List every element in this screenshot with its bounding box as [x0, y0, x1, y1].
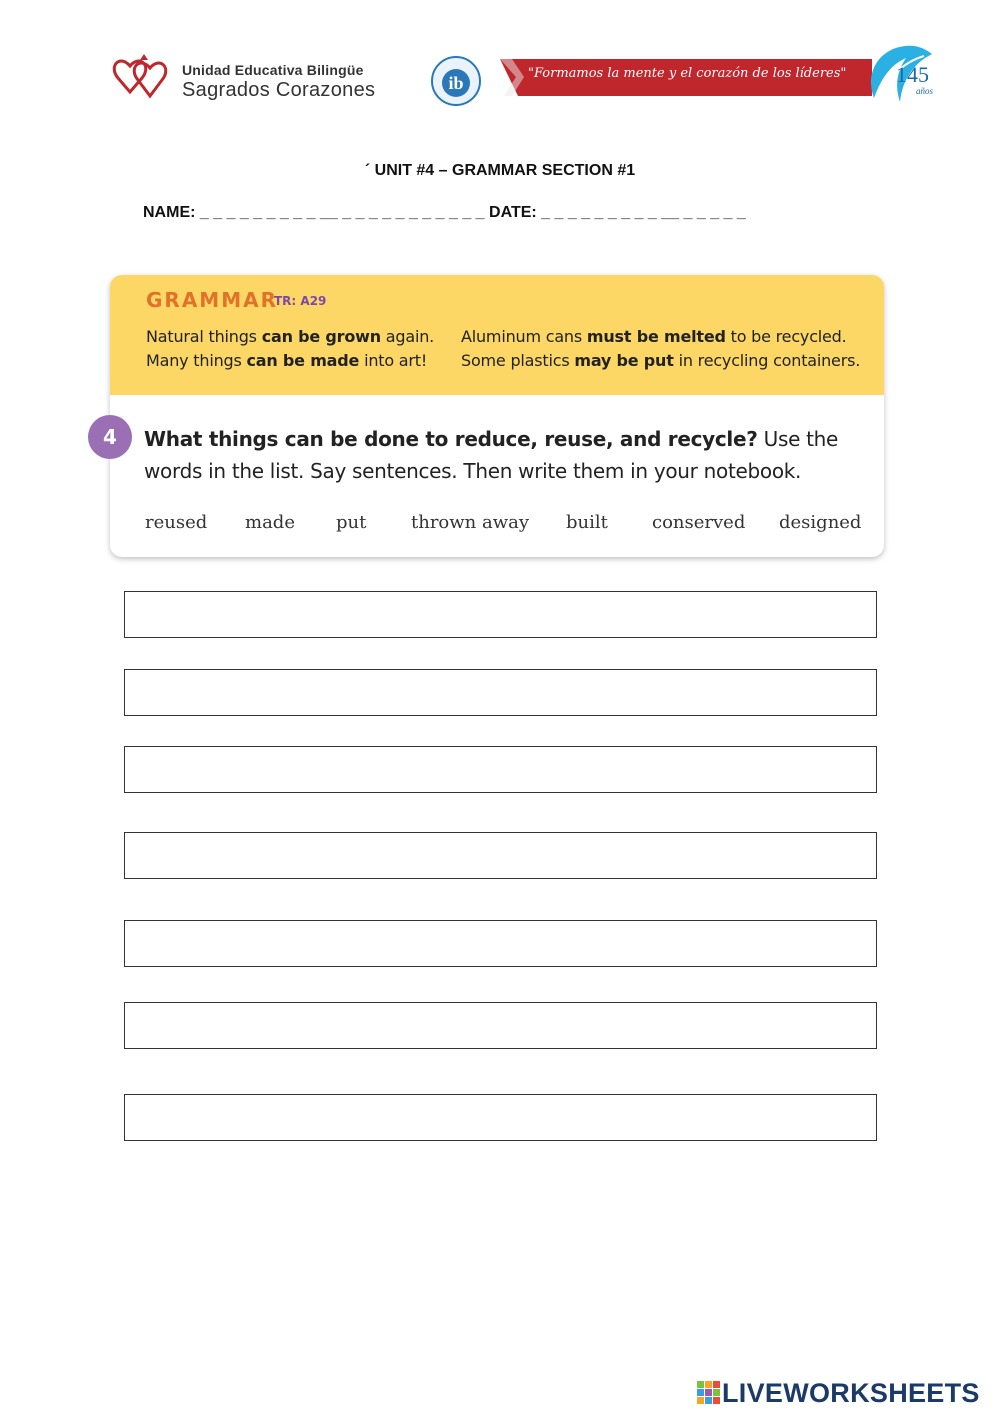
anniversary-label: años [916, 86, 934, 96]
name-field[interactable]: _ _ _ _ _ _ _ _ _ __ _ _ _ _ _ _ _ _ _ _ _ [199, 204, 485, 221]
date-field[interactable]: _ _ _ _ _ _ _ _ _ __ _ _ _ _ _ [541, 204, 746, 221]
answer-box-6[interactable] [124, 1002, 877, 1049]
example-text: Some plastics [461, 351, 575, 370]
grammar-example [146, 327, 434, 346]
answer-box-4[interactable] [124, 832, 877, 879]
example-text: Natural things [146, 327, 262, 346]
ib-world-school-logo-icon [426, 55, 486, 107]
word-list-item: put [336, 512, 367, 533]
school-hearts-logo-icon [110, 52, 172, 102]
answer-box-7[interactable] [124, 1094, 877, 1141]
anniversary-number: 145 [896, 62, 929, 87]
worksheet-title: ´ UNIT #4 – GRAMMAR SECTION #1 [364, 162, 636, 179]
header [0, 0, 1000, 120]
grammar-panel [110, 275, 884, 395]
name-date-line [143, 204, 746, 222]
example-text: Many things [146, 351, 247, 370]
slogan-text: "Formamos la mente y el corazón de los líderes" [528, 66, 847, 81]
question-prompt-bold: What things can be done to reduce, reuse, and recycle? [144, 427, 758, 451]
example-bold: must be melted [586, 327, 726, 346]
word-list-item: reused [145, 512, 208, 533]
school-name-line1: Unidad Educativa Bilingüe [182, 62, 364, 78]
grammar-example [461, 327, 847, 346]
word-list-item: thrown away [411, 512, 530, 533]
date-label: DATE: [489, 204, 537, 221]
example-text: into art! [359, 351, 428, 370]
liveworksheets-brand: LIVEWORKSHEETS [722, 1378, 980, 1408]
track-label: TR: A29 [274, 294, 327, 308]
svg-text:ib: ib [448, 73, 464, 93]
answer-box-1[interactable] [124, 591, 877, 638]
word-list-item: made [245, 512, 295, 533]
grammar-example [146, 351, 427, 370]
question-prompt [144, 423, 864, 487]
answer-box-2[interactable] [124, 669, 877, 716]
liveworksheets-logo-icon [697, 1381, 721, 1405]
example-text: in recycling containers. [673, 351, 861, 370]
word-list-item: conserved [652, 512, 746, 533]
example-text: Aluminum cans [461, 327, 587, 346]
example-bold: can be made [246, 351, 360, 370]
word-list-item: built [566, 512, 608, 533]
example-bold: may be put [574, 351, 674, 370]
example-bold: can be grown [261, 327, 381, 346]
grammar-card [110, 275, 884, 557]
grammar-heading: GRAMMAR [146, 288, 278, 312]
example-text: to be recycled. [725, 327, 847, 346]
word-list-item: designed [779, 512, 862, 533]
answer-box-5[interactable] [124, 920, 877, 967]
grammar-example [461, 351, 860, 370]
school-name [182, 62, 375, 102]
answer-box-3[interactable] [124, 746, 877, 793]
example-text: again. [380, 327, 435, 346]
question-prompt-rest: Use the words in the list. Say sentences. Then write them in your notebook. [144, 427, 839, 483]
school-name-line2: Sagrados Corazones [182, 79, 376, 101]
name-label: NAME: [143, 204, 196, 221]
question-number-badge: 4 [88, 415, 132, 459]
